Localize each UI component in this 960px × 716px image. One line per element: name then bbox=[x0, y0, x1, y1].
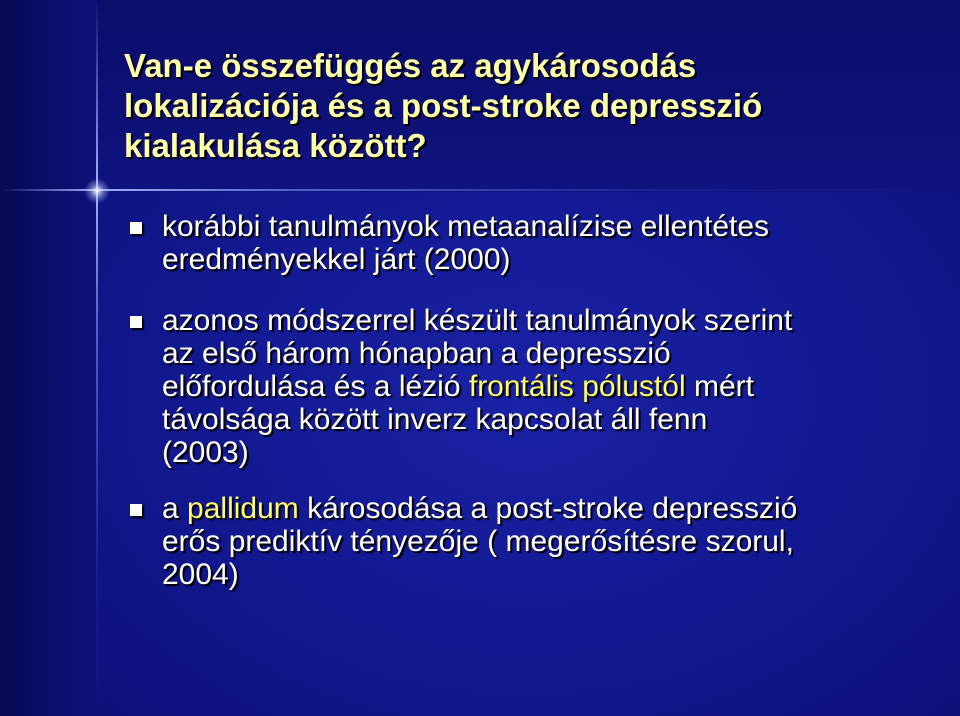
title-line-2: lokalizációja és a post-stroke depresszió bbox=[124, 87, 763, 124]
bullet-3-line-1-after: károsodása a post-stroke depresszió bbox=[298, 492, 798, 525]
square-bullet-icon bbox=[130, 504, 142, 516]
slide-title bbox=[124, 46, 924, 166]
bullet-3-line-1 bbox=[162, 492, 924, 525]
bullet-3-line-3: 2004) bbox=[162, 558, 239, 591]
bullet-item-1 bbox=[124, 210, 924, 276]
highlight-frontalis-polustol: frontális pólustól bbox=[468, 370, 686, 403]
bullet-2-line-2: az első három hónapban a depresszió bbox=[162, 337, 671, 370]
bullet-3-line-2: erős prediktív tényezője ( megerősítésre szorul, bbox=[162, 525, 794, 558]
bullet-2-line-1: azonos módszerrel készült tanulmányok szerint bbox=[162, 304, 793, 337]
bullet-2-line-3-before: előfordulása és a lézió bbox=[162, 370, 469, 403]
square-bullet-icon bbox=[130, 316, 142, 328]
bullet-item-2 bbox=[124, 304, 924, 469]
bullet-2-line-5: (2003) bbox=[162, 436, 249, 469]
bullet-2-line-3-after: mért bbox=[685, 370, 754, 403]
left-band bbox=[0, 0, 97, 716]
bullet-list bbox=[124, 210, 924, 591]
highlight-pallidum: pallidum bbox=[187, 492, 299, 525]
title-line-1: Van-e összefüggés az agykárosodás bbox=[124, 47, 697, 84]
title-line-3: kialakulása között? bbox=[124, 127, 427, 164]
bullet-1-line-1: korábbi tanulmányok metaanalízise ellentétes bbox=[162, 210, 770, 243]
bullet-3-line-1-before: a bbox=[162, 492, 188, 525]
horizontal-divider bbox=[0, 189, 960, 191]
bullet-item-3 bbox=[124, 492, 924, 591]
bullet-2-line-3 bbox=[162, 370, 924, 403]
vertical-divider bbox=[96, 0, 98, 716]
light-spark-icon bbox=[84, 178, 110, 204]
bullet-2-line-4: távolsága között inverz kapcsolat áll fenn bbox=[162, 403, 708, 436]
bullet-1-line-2: eredményekkel járt (2000) bbox=[162, 243, 511, 276]
square-bullet-icon bbox=[130, 222, 142, 234]
